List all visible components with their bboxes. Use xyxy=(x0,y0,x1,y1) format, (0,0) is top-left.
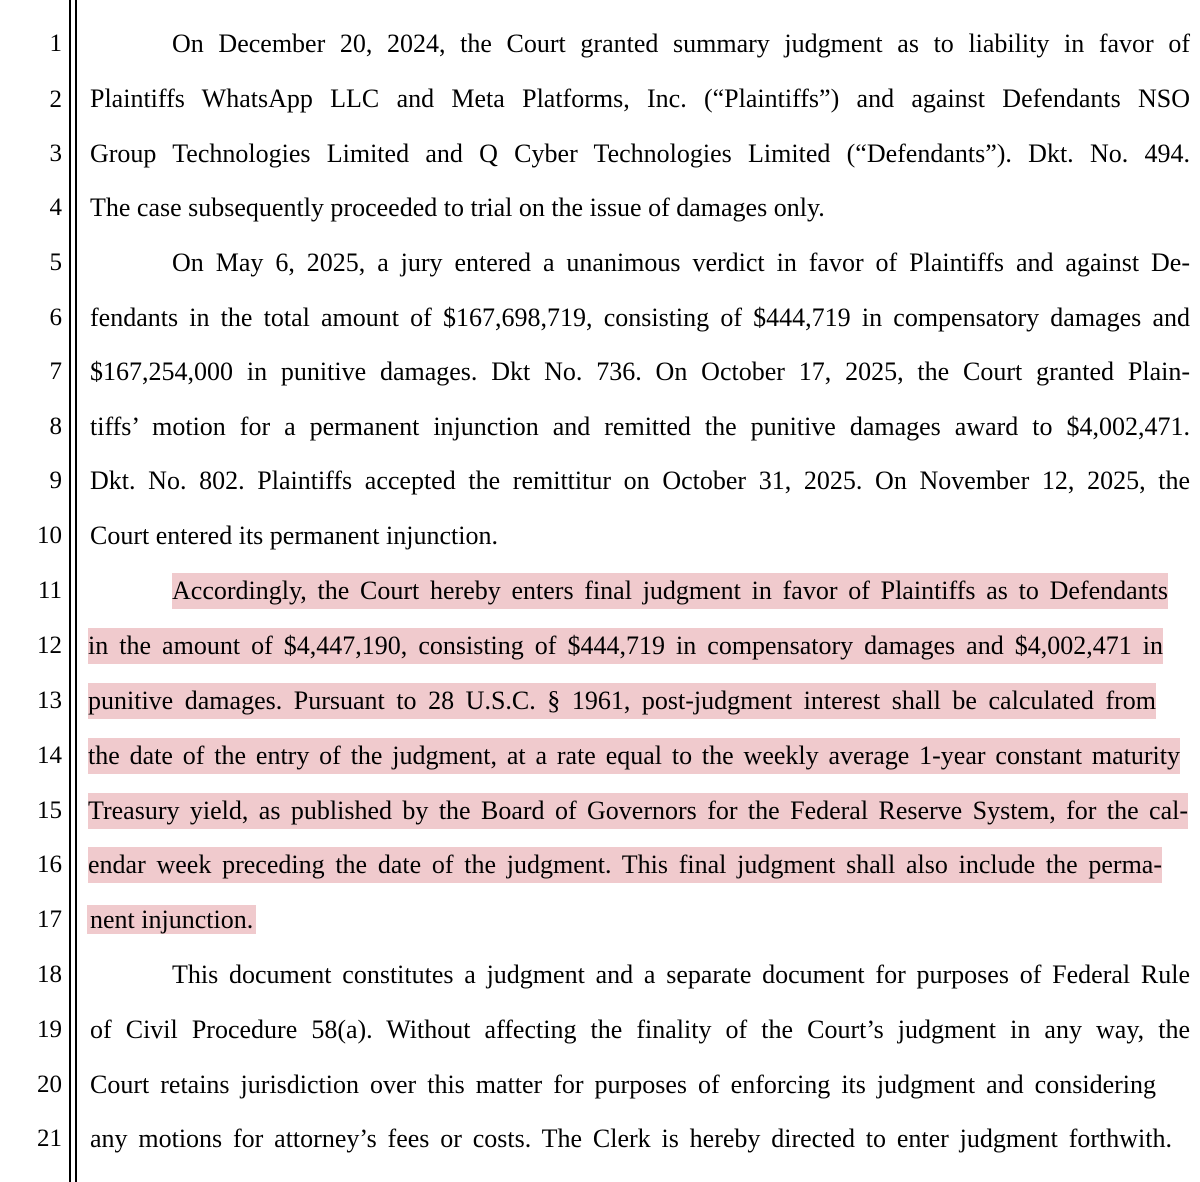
margin-rule-left xyxy=(69,0,71,1182)
highlighted-text-line: nent injunction. xyxy=(87,905,256,934)
line-number: 21 xyxy=(37,1125,62,1152)
line-number: 13 xyxy=(37,687,62,714)
line-number: 7 xyxy=(49,358,62,385)
line-number: 14 xyxy=(37,742,62,769)
text-line: of Civil Procedure 58(a). Without affecting the finality of the Court’s judgment in any way, the xyxy=(90,1015,1190,1044)
text-line: Group Technologies Limited and Q Cyber Technologies Limited (“Defendants”). Dkt. No. 494. xyxy=(90,139,1190,168)
text-line: Plaintiffs WhatsApp LLC and Meta Platforms, Inc. (“Plaintiffs”) and against Defendants NSO xyxy=(90,84,1190,113)
line-number: 9 xyxy=(49,467,62,494)
margin-rule-right xyxy=(75,0,77,1182)
line-number: 20 xyxy=(37,1071,62,1098)
highlighted-last-line xyxy=(90,902,253,938)
text-line: $167,254,000 in punitive damages. Dkt No. 736. On October 17, 2025, the Court granted Plain- xyxy=(90,357,1190,386)
line-number: 16 xyxy=(37,851,62,878)
line-number: 8 xyxy=(49,413,62,440)
text-line: Dkt. No. 802. Plaintiffs accepted the remittitur on October 31, 2025. On November 12, 2025, the xyxy=(90,466,1190,495)
line-number: 2 xyxy=(49,86,62,113)
text-line: On May 6, 2025, a jury entered a unanimous verdict in favor of Plaintiffs and against De- xyxy=(172,248,1190,277)
highlighted-text-line: in the amount of $4,447,190, consisting of $444,719 in compensatory damages and $4,002,471 in xyxy=(88,628,1163,664)
line-number: 11 xyxy=(37,577,62,604)
line-number: 19 xyxy=(37,1016,62,1043)
line-number: 12 xyxy=(37,632,62,659)
text-line: Court retains jurisdiction over this matter for purposes of enforcing its judgment and considering xyxy=(90,1070,1156,1099)
line-number: 1 xyxy=(49,30,62,57)
line-number: 18 xyxy=(37,961,62,988)
text-line: Court entered its permanent injunction. xyxy=(90,521,498,550)
line-number: 15 xyxy=(37,797,62,824)
line-number: 17 xyxy=(37,906,62,933)
line-number: 4 xyxy=(49,194,62,221)
line-number: 10 xyxy=(37,522,62,549)
text-line: tiffs’ motion for a permanent injunction and remitted the punitive damages award to $4,002,471. xyxy=(90,412,1190,441)
text-line: fendants in the total amount of $167,698,719, consisting of $444,719 in compensatory damages and xyxy=(90,303,1190,332)
text-line: The case subsequently proceeded to trial on the issue of damages only. xyxy=(90,193,825,222)
highlighted-text-line: Accordingly, the Court hereby enters final judgment in favor of Plaintiffs as to Defendants xyxy=(172,573,1168,609)
highlighted-text-line: endar week preceding the date of the judgment. This final judgment shall also include the perma- xyxy=(88,847,1162,883)
line-number: 3 xyxy=(49,140,62,167)
line-number: 5 xyxy=(49,249,62,276)
line-number: 6 xyxy=(49,304,62,331)
text-line: any motions for attorney’s fees or costs. The Clerk is hereby directed to enter judgment forthwith. xyxy=(90,1124,1172,1153)
highlighted-text-line: Treasury yield, as published by the Board of Governors for the Federal Reserve System, for the cal- xyxy=(88,793,1188,829)
highlighted-text-line: the date of the entry of the judgment, at a rate equal to the weekly average 1-year constant maturity xyxy=(88,738,1180,774)
text-line: This document constitutes a judgment and a separate document for purposes of Federal Rule xyxy=(172,960,1190,989)
text-line: On December 20, 2024, the Court granted summary judgment as to liability in favor of xyxy=(172,29,1190,58)
highlighted-text-line: punitive damages. Pursuant to 28 U.S.C. § 1961, post-judgment interest shall be calculated from xyxy=(88,683,1156,719)
